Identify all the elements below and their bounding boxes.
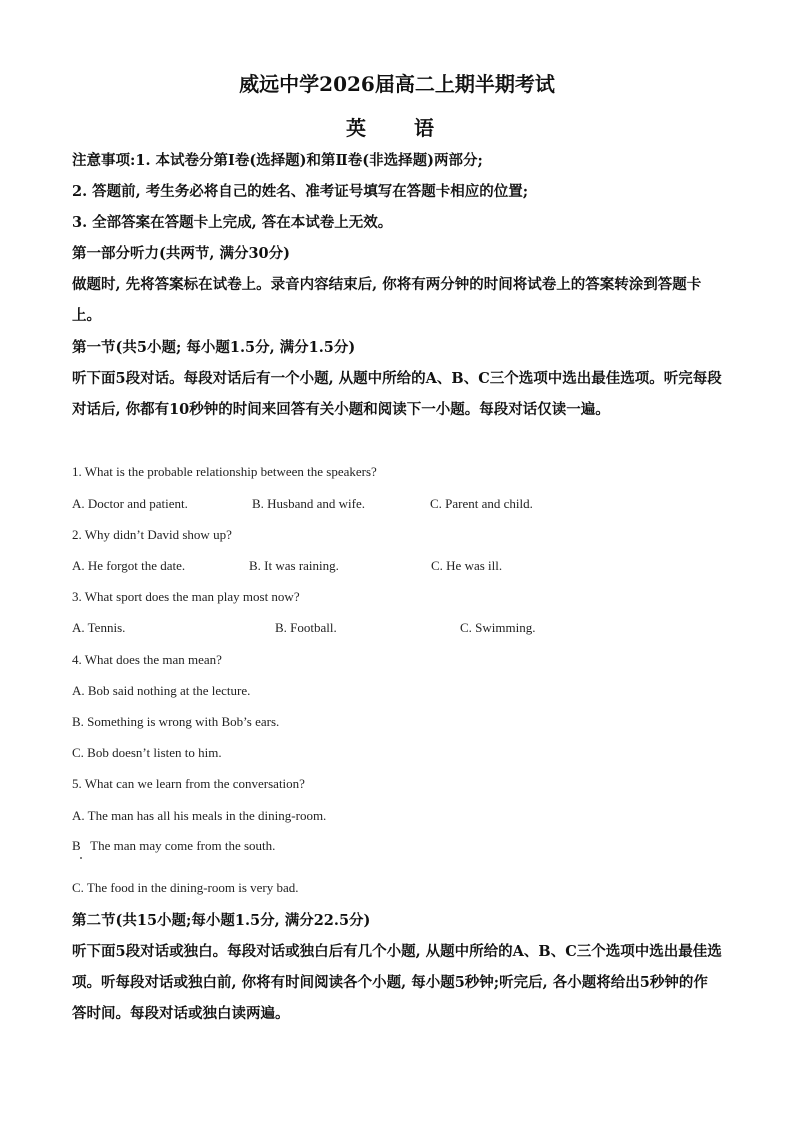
question-3-option-c: C. Swimming. <box>460 620 536 635</box>
section2-instruction: 听下面5段对话或独白。每段对话或独白后有几个小题, 从题中所给的A、B、C三个选项中选出最佳选项。听每段对话或独白前, 你将有时间阅读各个小题, 每小题5秒钟;听完后, 各小题将给出5秒钟的作答时间。每段对话或独白读两遍。 <box>72 943 722 1022</box>
question-5-stem: 5. What can we learn from the conversation? <box>72 776 305 791</box>
question-2-option-c: C. He was ill. <box>431 558 503 573</box>
question-3-option-b: B. Football. <box>275 620 337 635</box>
question-1-option-b: B. Husband and wife. <box>252 496 366 511</box>
exam-title: 威远中学2026届高二上期半期考试 <box>239 72 555 96</box>
question-4-option-b: B. Something is wrong with Bob’s ears. <box>72 714 280 729</box>
part1-instruction: 做题时, 先将答案标在试卷上。录音内容结束后, 你将有两分钟的时间将试卷上的答案转涂到答题卡上。 <box>72 276 702 324</box>
part1-heading: 第一部分听力(共两节, 满分30分) <box>72 245 290 262</box>
question-2-option-b: B. It was raining. <box>249 558 339 573</box>
question-1-option-c: C. Parent and child. <box>430 496 533 511</box>
question-2-stem: 2. Why didn’t David show up? <box>72 527 232 542</box>
question-4-option-a: A. Bob said nothing at the lecture. <box>72 683 251 698</box>
question-3-option-a: A. Tennis. <box>72 620 126 635</box>
question-4-stem: 4. What does the man mean? <box>72 652 222 667</box>
question-1-option-a: A. Doctor and patient. <box>72 496 188 511</box>
section1-instruction: 听下面5段对话。每段对话后有一个小题, 从题中所给的A、B、C三个选项中选出最佳选项。听完每段对话后, 你都有10秒钟的时间来回答有关小题和阅读下一小题。每段对话仅读一遍。 <box>72 370 722 418</box>
question-5-option-a: A. The man has all his meals in the dining-room. <box>72 808 327 823</box>
question-3-stem: 3. What sport does the man play most now? <box>72 589 300 604</box>
question-5-option-b: B The man may come from the south. <box>72 838 276 853</box>
subject-title: 英 语 <box>346 116 448 140</box>
question-4-option-c: C. Bob doesn’t listen to him. <box>72 745 222 760</box>
question-2-option-a: A. He forgot the date. <box>72 558 186 573</box>
note-2: 2. 答题前, 考生务必将自己的姓名、准考证号填写在答题卡相应的位置; <box>72 183 529 200</box>
question-5-option-c: C. The food in the dining-room is very bad. <box>72 880 299 895</box>
note-1: 注意事项:1. 本试卷分第Ⅰ卷(选择题)和第Ⅱ卷(非选择题)两部分; <box>72 152 483 169</box>
section2-heading: 第二节(共15小题;每小题1.5分, 满分22.5分) <box>72 912 371 929</box>
question-1-stem: 1. What is the probable relationship between the speakers? <box>72 464 377 479</box>
note-3: 3. 全部答案在答题卡上完成, 答在本试卷上无效。 <box>72 214 393 231</box>
section1-heading: 第一节(共5小题; 每小题1.5分, 满分1.5分) <box>72 339 356 356</box>
stray-dot <box>80 857 82 859</box>
